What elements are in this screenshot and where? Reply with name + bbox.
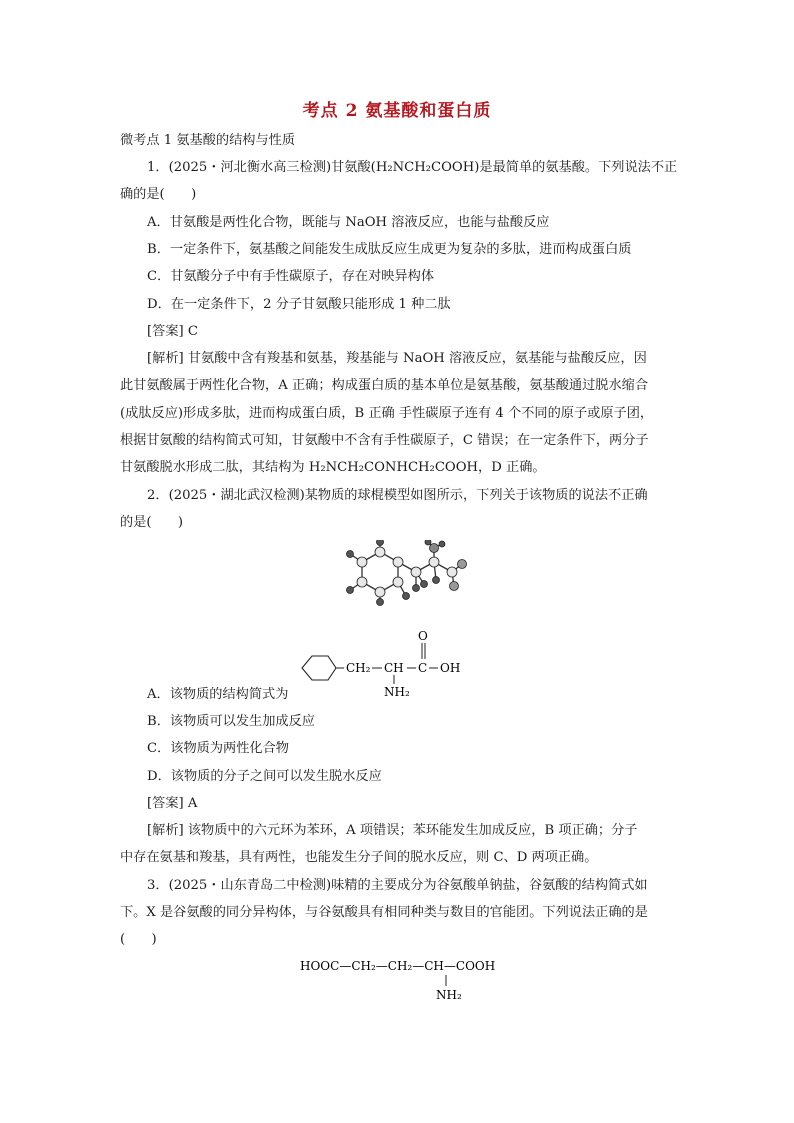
q2-stem: 2．(2025・湖北武汉检测)某物质的球棍模型如图所示，下列关于该物质的说法不正确 — [147, 488, 648, 503]
q2-analysis-line: [解析] 该物质中的六元环为苯环，A 项错误；苯环能发生加成反应，B 项正确；分子 — [147, 823, 638, 838]
page-title: 考点 2 氨基酸和蛋白质 — [302, 101, 492, 121]
ball-and-stick-model — [340, 540, 470, 620]
section-heading: 微考点 1 氨基酸的结构与性质 — [120, 133, 296, 148]
q1-analysis-line: [解析] 甘氨酸中含有羧基和氨基，羧基能与 NaOH 溶液反应，氨基能与盐酸反应，因 — [147, 351, 647, 366]
glutamic-acid-formula — [298, 952, 528, 1004]
o-label: O — [418, 629, 428, 643]
c-label: C — [418, 661, 428, 675]
q1-option-d: D．在一定条件下，2 分子甘氨酸只能形成 1 种二肽 — [147, 297, 451, 312]
formula-main: HOOC—CH₂—CH₂—CH—COOH — [300, 959, 496, 973]
q1-option-c: C．甘氨酸分子中有手性碳原子，存在对映异构体 — [147, 269, 435, 284]
q1-analysis-line: 甘氨酸脱水形成二肽，其结构为 H₂NCH₂CONHCH₂COOH，D 正确。 — [120, 460, 546, 475]
q1-stem: 1．(2025・河北衡水高三检测)甘氨酸(H₂NCH₂COOH)是最简单的氨基酸。下列说法不正 — [147, 160, 678, 175]
q1-analysis-line: 根据甘氨酸的结构简式可知，甘氨酸中不含有手性碳原子，C 错误；在一定条件下，两分子 — [120, 433, 649, 448]
oh-label: OH — [440, 661, 461, 675]
q1-stem-cont: 确的是( ) — [120, 187, 197, 202]
q1-option-b: B．一定条件下，氨基酸之间能发生成肽反应生成更为复杂的多肽，进而构成蛋白质 — [147, 242, 632, 257]
nh2-label: NH₂ — [384, 685, 410, 696]
q2-stem-cont: 的是( ) — [120, 515, 184, 530]
q1-answer: [答案] C — [147, 324, 198, 339]
q3-stem-cont: ( ) — [120, 932, 157, 947]
q2-answer: [答案] A — [147, 796, 198, 811]
formula-nh2: NH₂ — [436, 988, 462, 1002]
ch-label: CH — [384, 661, 404, 675]
q2-analysis-line: 中存在氨基和羧基，具有两性，也能发生分子间的脱水反应，则 C、D 两项正确。 — [120, 850, 598, 865]
q1-analysis-line: (成肽反应)形成多肽，进而构成蛋白质，B 正确 手性碳原子连有 4 个不同的原子或原子团， — [120, 406, 654, 421]
q1-analysis-line: 此甘氨酸属于两性化合物，A 正确；构成蛋白质的基本单位是氨基酸，氨基酸通过脱水缩合 — [120, 378, 649, 393]
q2-option-d: D．该物质的分子之间可以发生脱水反应 — [147, 769, 382, 784]
q3-stem-cont: 下。X 是谷氨酸的同分异构体，与谷氨酸具有相同种类与数目的官能团。下列说法正确的是 — [120, 905, 648, 920]
q1-option-a: A．甘氨酸是两性化合物，既能与 NaOH 溶液反应，也能与盐酸反应 — [147, 215, 550, 230]
q2-option-b: B．该物质可以发生加成反应 — [147, 714, 315, 729]
q3-stem: 3．(2025・山东青岛二中检测)味精的主要成分为谷氨酸单钠盐，谷氨酸的结构简式如 — [147, 878, 648, 893]
ch2-label: CH₂ — [346, 661, 371, 675]
q2-option-c: C．该物质为两性化合物 — [147, 741, 289, 756]
q2-option-a: A．该物质的结构简式为 — [147, 687, 289, 702]
